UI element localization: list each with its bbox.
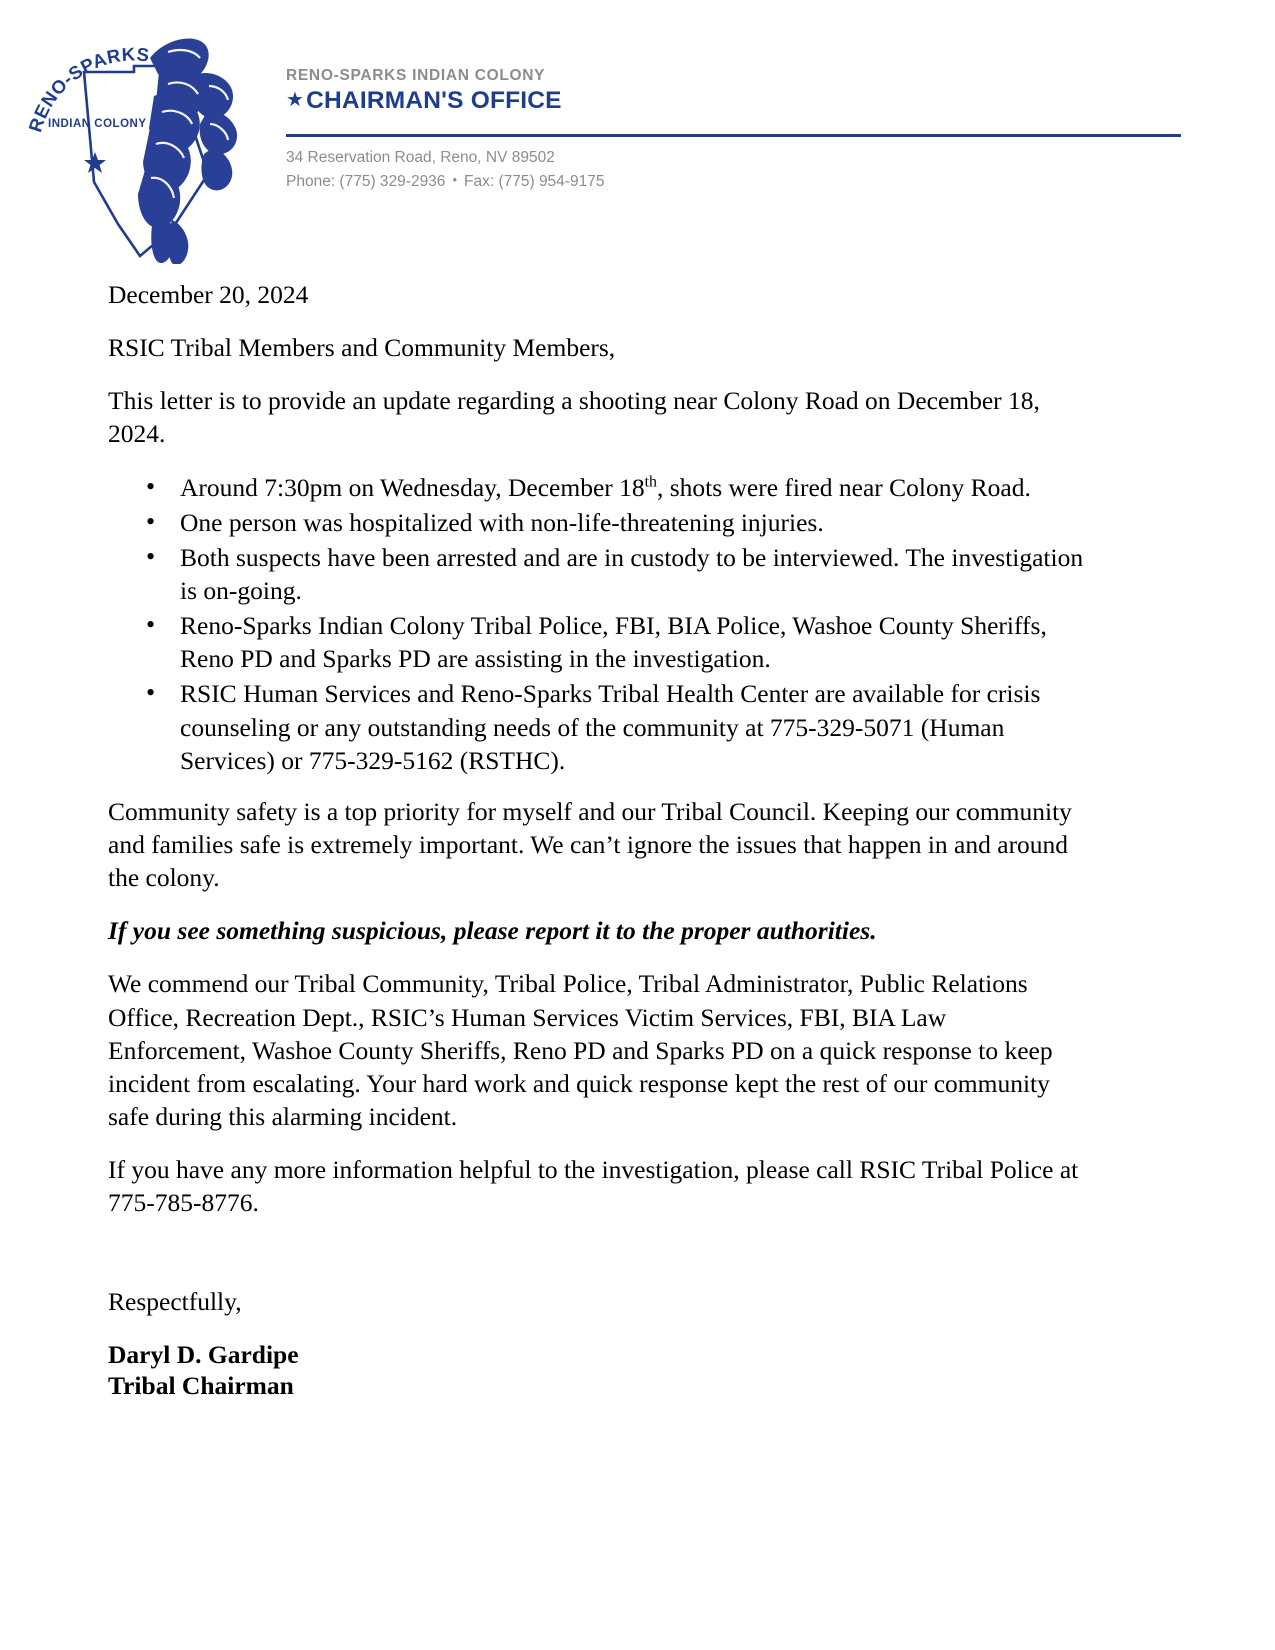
list-item xyxy=(180,677,1088,776)
contact-block xyxy=(286,146,604,193)
letter-date: December 20, 2024 xyxy=(108,280,309,309)
intro-paragraph: This letter is to provide an update regarding a shooting near Colony Road on December 18, 2024. xyxy=(108,386,1040,449)
signer-name: Daryl D. Gardipe xyxy=(108,1339,299,1369)
street-address: 34 Reservation Road, Reno, NV 89502 xyxy=(286,149,555,166)
closing-line: Respectfully, xyxy=(108,1287,242,1317)
signer-title: Tribal Chairman xyxy=(108,1370,294,1400)
letterhead xyxy=(0,24,1275,264)
phone-fax-line xyxy=(286,170,604,194)
bullet-text-pre: Around 7:30pm on Wednesday, December 18 xyxy=(180,472,645,502)
list-item xyxy=(180,471,1088,504)
bullet-text: Both suspects have been arrested and are in custody to be interviewed. The investigation is on-going. xyxy=(180,542,1084,605)
bullet-text: RSIC Human Services and Reno-Sparks Tribal Health Center are available for crisis counseling or any outstanding needs of the community at 775-329-5071 (Human Services) or 775-329-5162 (RSTHC). xyxy=(180,679,1041,775)
signature-spacer xyxy=(108,1239,1088,1285)
svg-text:INDIAN COLONY: INDIAN COLONY xyxy=(48,118,147,130)
bullet-text: Reno-Sparks Indian Colony Tribal Police, FBI, BIA Police, Washoe County Sheriffs, Reno PD and Sparks PD are assisting in the investigation. xyxy=(180,611,1047,674)
tips-paragraph: If you have any more information helpful to the investigation, please call RSIC Tribal Police at 775-785-8776. xyxy=(108,1155,1079,1218)
bullet-separator-icon: • xyxy=(452,171,457,187)
signature-block xyxy=(108,1339,1088,1401)
letterhead-text xyxy=(286,66,1186,116)
list-item xyxy=(180,541,1088,607)
office-name xyxy=(286,87,1186,115)
rsic-logo xyxy=(22,24,272,264)
safety-paragraph: Community safety is a top priority for myself and our Tribal Council. Keeping our community and families safe is extremely important. We can’t ignore the issues that happen in and around the colony. xyxy=(108,796,1072,893)
list-item xyxy=(180,506,1088,539)
star-icon: ★ xyxy=(286,89,305,112)
header-divider xyxy=(286,134,1181,137)
suspicious-activity-callout: If you see something suspicious, please report it to the proper authorities. xyxy=(108,916,877,946)
commendation-paragraph: We commend our Tribal Community, Tribal Police, Tribal Administrator, Public Relations Office, Recreation Dept., RSIC’s Human Services Victim Services, FBI, BIA Law Enforcement, Washoe County Sheriffs, Reno PD and Sparks PD on a quick response to keep incident from escalating. Your hard work and quick response kept the rest of our community safe during this alarming incident. xyxy=(108,969,1053,1131)
fax-number: Fax: (775) 954-9175 xyxy=(464,172,605,190)
office-name-label: CHAIRMAN'S OFFICE xyxy=(306,87,562,115)
list-item xyxy=(180,609,1088,675)
letter-content xyxy=(108,278,1088,1401)
rsic-logo-graphic xyxy=(22,24,272,264)
bullet-text-post: , shots were fired near Colony Road. xyxy=(656,472,1031,502)
ordinal-suffix: th xyxy=(644,473,657,491)
bullet-text: One person was hospitalized with non-life-threatening injuries. xyxy=(180,507,824,537)
svg-text:RENO-SPARKS: RENO-SPARKS xyxy=(24,43,151,135)
phone-number: Phone: (775) 329-2936 xyxy=(286,172,446,190)
organization-name: RENO-SPARKS INDIAN COLONY xyxy=(286,67,546,84)
update-bullet-list xyxy=(108,471,1088,777)
salutation: RSIC Tribal Members and Community Members, xyxy=(108,333,616,363)
